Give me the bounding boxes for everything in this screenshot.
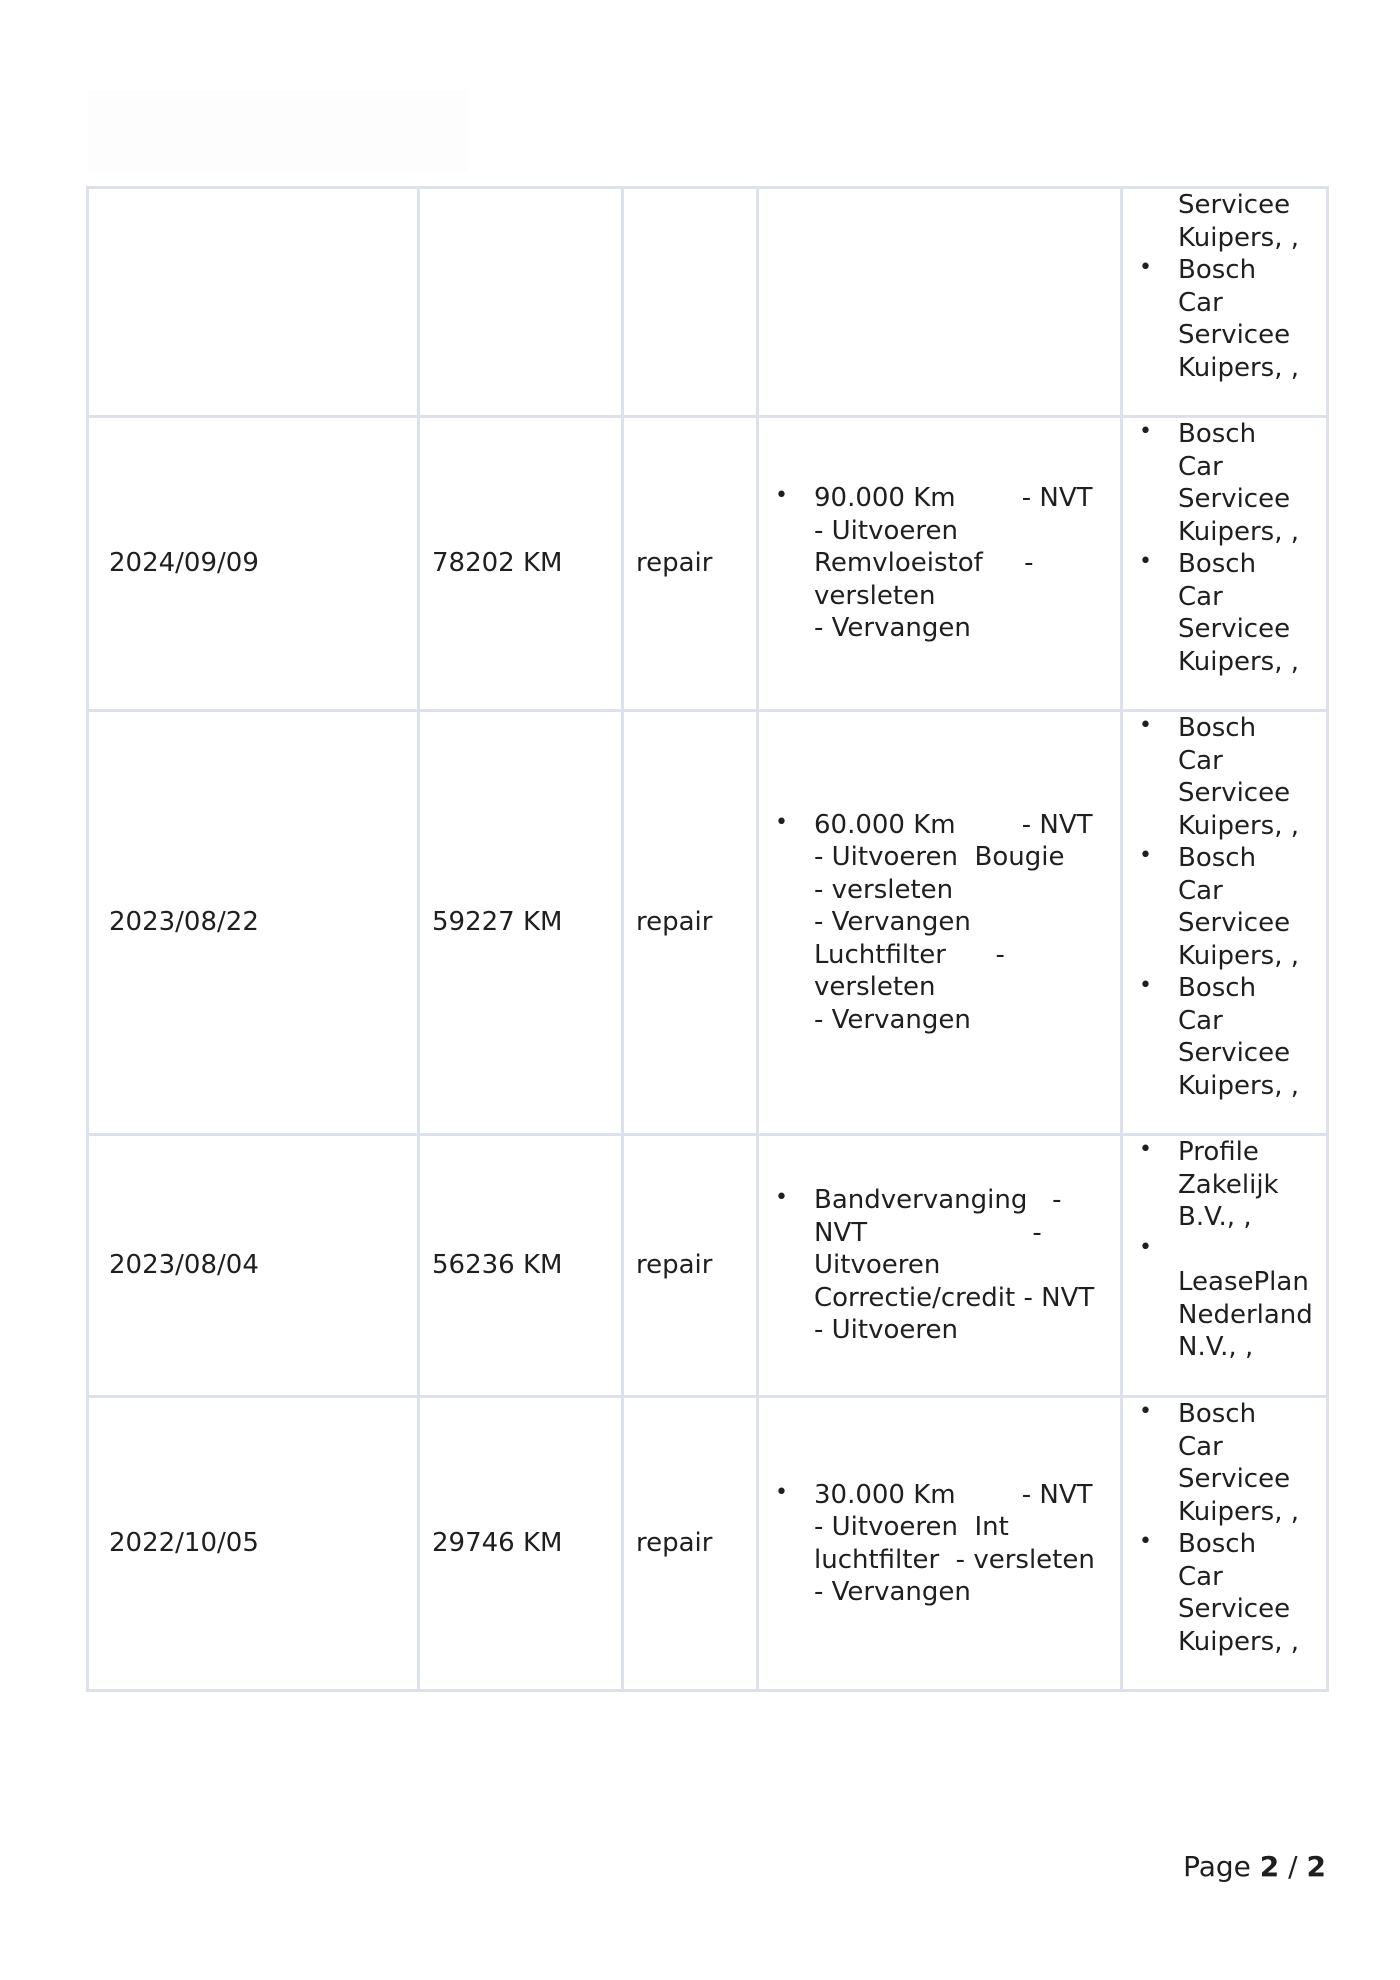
workshop-line: • Bosch	[1178, 1529, 1257, 1559]
workshop-line: Kuipers, ,	[1178, 1070, 1299, 1101]
workshop-line: • Bosch	[1178, 843, 1257, 873]
workshop-cell	[1122, 711, 1328, 1135]
date-cell	[88, 1135, 419, 1397]
description-item	[759, 1184, 1120, 1347]
mileage: 56236 KM	[432, 1250, 563, 1281]
km-cell	[419, 711, 623, 1135]
description-line: • 90.000 Km - NVT	[814, 483, 1093, 514]
workshop-line: • Bosch	[1178, 1399, 1257, 1429]
page-separator: /	[1288, 1850, 1298, 1883]
service-date: 2023/08/22	[109, 907, 259, 938]
description-line: • Bandvervanging -	[814, 1185, 1062, 1216]
workshop-item	[1123, 1398, 1326, 1528]
description-line: - Uitvoeren	[814, 1315, 958, 1346]
workshop-line: Kuipers, ,	[1178, 810, 1299, 841]
workshop-item	[1123, 1234, 1326, 1364]
mileage: 78202 KM	[432, 548, 563, 579]
service-date: 2022/10/05	[109, 1528, 259, 1559]
workshop-item	[1123, 548, 1326, 678]
workshop-item	[1123, 418, 1326, 548]
description-line: - Uitvoeren Bougie	[814, 842, 1065, 873]
description-line: versleten	[814, 972, 936, 1003]
workshop-line: Kuipers, ,	[1178, 646, 1299, 677]
description-line: luchtfilter - versleten	[814, 1544, 1095, 1575]
workshop-line: Zakelijk	[1178, 1169, 1279, 1200]
workshop-line: Servicee	[1178, 1464, 1291, 1494]
description-line: • 60.000 Km - NVT	[814, 809, 1093, 840]
date-cell	[88, 188, 419, 417]
description-line: - Vervangen	[814, 907, 971, 938]
maintenance-history-table	[86, 186, 1329, 1692]
workshop-line: Car	[1178, 875, 1223, 906]
table-row	[88, 1397, 1328, 1691]
table-row-continuation	[88, 188, 1328, 417]
workshop-line: Car	[1178, 581, 1223, 612]
page-indicator	[1183, 1850, 1326, 1883]
workshop-list	[1123, 418, 1326, 678]
workshop-list	[1123, 1136, 1326, 1364]
description-item	[759, 809, 1120, 1037]
description-line: - Vervangen	[814, 613, 971, 644]
description-list	[759, 1184, 1120, 1347]
service-type: repair	[636, 1528, 713, 1559]
km-cell	[419, 1397, 623, 1691]
description-line: Uitvoeren	[814, 1250, 941, 1281]
description-list	[759, 482, 1120, 645]
workshop-list	[1123, 1398, 1326, 1658]
description-line: NVT -	[814, 1217, 1042, 1248]
description-line: Luchtfilter -	[814, 939, 1005, 970]
description-line: - Vervangen	[814, 1577, 971, 1607]
description-line: - Uitvoeren Int	[814, 1512, 1009, 1542]
description-line: - Uitvoeren	[814, 515, 958, 546]
workshop-cell	[1122, 188, 1328, 417]
table-row	[88, 1135, 1328, 1397]
description-list	[759, 1479, 1120, 1609]
workshop-line: • LeasePlan	[1178, 1267, 1309, 1297]
workshop-line: Car	[1178, 1005, 1223, 1036]
workshop-line: Kuipers, ,	[1178, 940, 1299, 971]
workshop-cell	[1122, 1135, 1328, 1397]
description-cell	[758, 417, 1122, 711]
km-cell	[419, 188, 623, 417]
workshop-item	[1123, 1136, 1326, 1234]
description-cell	[758, 1397, 1122, 1691]
workshop-line: Servicee	[1178, 1038, 1291, 1068]
service-type: repair	[636, 907, 713, 938]
workshop-continuation	[1123, 189, 1326, 254]
service-type: repair	[636, 1250, 713, 1281]
workshop-line: • Bosch	[1178, 419, 1257, 449]
workshop-line: Car	[1178, 745, 1223, 776]
mileage: 59227 KM	[432, 907, 563, 938]
type-cell	[623, 1397, 758, 1691]
description-line: • 30.000 Km - NVT	[814, 1479, 1093, 1510]
workshop-line: Kuipers, ,	[1178, 352, 1299, 383]
service-type: repair	[636, 548, 713, 579]
workshop-line: N.V., ,	[1178, 1332, 1254, 1362]
workshop-line: Servicee	[1178, 778, 1291, 808]
date-cell	[88, 417, 419, 711]
workshop-item	[1123, 842, 1326, 972]
workshop-line: Kuipers, ,	[1178, 516, 1299, 547]
mileage: 29746 KM	[432, 1528, 563, 1559]
km-cell	[419, 1135, 623, 1397]
workshop-line: Car	[1178, 1561, 1223, 1592]
workshop-line: • Bosch	[1178, 713, 1257, 743]
km-cell	[419, 417, 623, 711]
workshop-cell	[1122, 1397, 1328, 1691]
workshop-line: Servicee	[1178, 908, 1291, 938]
description-line: - versleten	[814, 874, 954, 905]
description-cell	[758, 711, 1122, 1135]
workshop-list	[1123, 712, 1326, 1102]
workshop-line: • Bosch	[1178, 255, 1257, 285]
workshop-line: Servicee	[1178, 484, 1291, 514]
description-line: versleten	[814, 580, 936, 611]
workshop-item	[1123, 1528, 1326, 1658]
table-row	[88, 711, 1328, 1135]
workshop-line: Servicee	[1178, 190, 1291, 220]
current-page: 2	[1259, 1850, 1280, 1883]
workshop-line: Servicee	[1178, 1594, 1291, 1624]
workshop-line: Car	[1178, 287, 1223, 318]
type-cell	[623, 711, 758, 1135]
workshop-line: Car	[1178, 451, 1223, 482]
description-cell	[758, 188, 1122, 417]
workshop-line: Kuipers, ,	[1178, 1496, 1299, 1527]
workshop-line	[1178, 1234, 1316, 1267]
workshop-line: Nederland	[1178, 1299, 1313, 1330]
workshop-cell	[1122, 417, 1328, 711]
workshop-line: B.V., ,	[1178, 1202, 1252, 1232]
type-cell	[623, 417, 758, 711]
header-placeholder	[88, 90, 468, 172]
workshop-line: Car	[1178, 1431, 1223, 1462]
date-cell	[88, 711, 419, 1135]
description-list	[759, 809, 1120, 1037]
description-cell	[758, 1135, 1122, 1397]
date-cell	[88, 1397, 419, 1691]
type-cell	[623, 1135, 758, 1397]
workshop-item	[1123, 254, 1326, 384]
description-item	[759, 482, 1120, 645]
description-line: Remvloeistof -	[814, 548, 1034, 579]
workshop-line: Servicee	[1178, 614, 1291, 644]
description-line: Correctie/credit - NVT	[814, 1282, 1095, 1313]
workshop-line: • Profile	[1178, 1137, 1259, 1167]
workshop-item	[1123, 712, 1326, 842]
service-date: 2024/09/09	[109, 548, 259, 579]
service-date: 2023/08/04	[109, 1250, 259, 1281]
workshop-line: • Bosch	[1178, 973, 1257, 1003]
workshop-line: Kuipers, ,	[1178, 1626, 1299, 1657]
type-cell	[623, 188, 758, 417]
description-line: - Vervangen	[814, 1004, 971, 1035]
workshop-line: • Bosch	[1178, 549, 1257, 579]
workshop-item	[1123, 972, 1326, 1102]
workshop-line: Kuipers, ,	[1178, 222, 1299, 253]
description-item	[759, 1479, 1120, 1609]
workshop-list	[1123, 254, 1326, 384]
table-row	[88, 417, 1328, 711]
page-label: Page	[1183, 1850, 1251, 1883]
workshop-line: Servicee	[1178, 320, 1291, 350]
total-pages: 2	[1306, 1850, 1326, 1883]
